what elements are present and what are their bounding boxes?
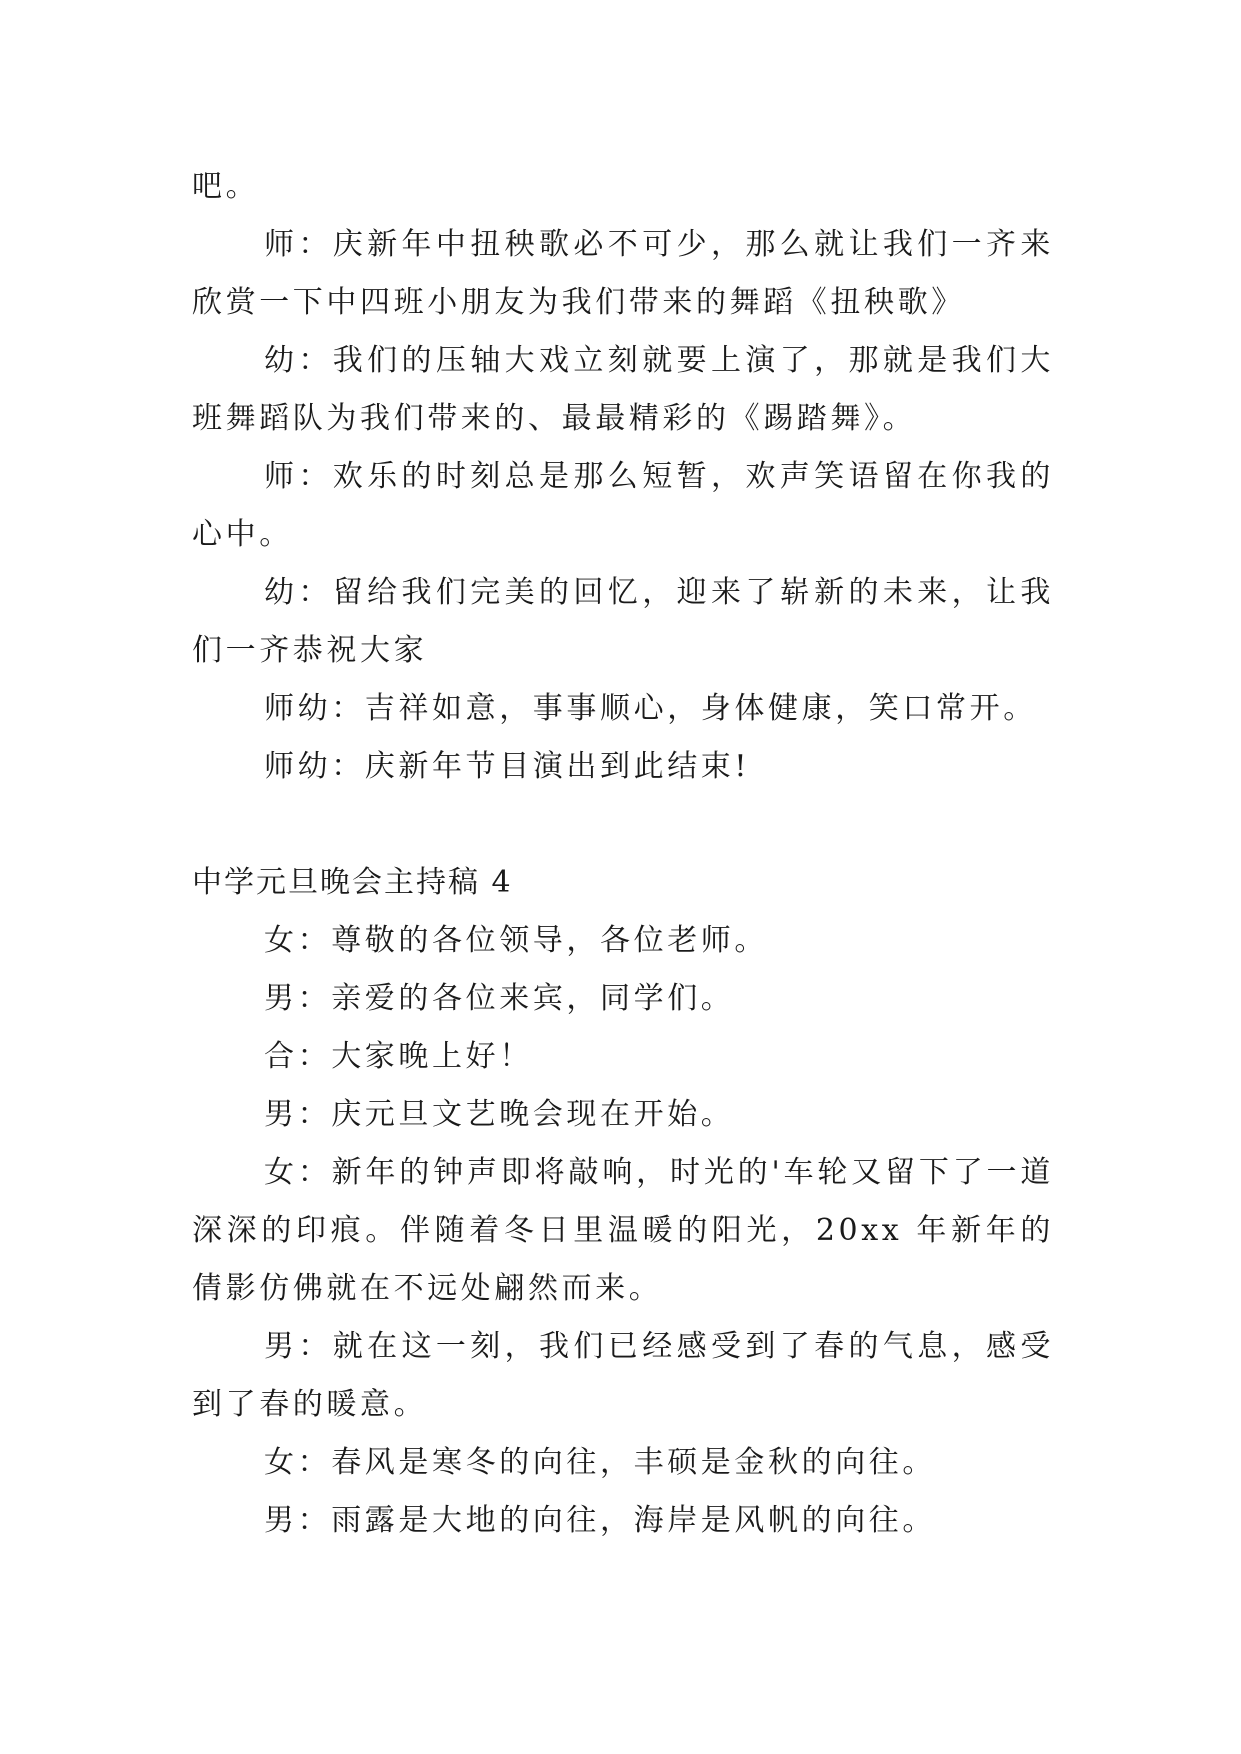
paragraph: 师幼：吉祥如意，事事顺心，身体健康，笑口常开。 (264, 691, 1037, 726)
paragraph: 合：大家晚上好！ (264, 1039, 533, 1074)
paragraph: 男：就在这一刻，我们已经感受到了春的气息，感受到了春的暖意。 (192, 1329, 1054, 1422)
document-body (192, 158, 1054, 1550)
paragraph: 男：庆元旦文艺晚会现在开始。 (264, 1097, 735, 1132)
paragraph: 幼：留给我们完美的回忆，迎来了崭新的未来，让我们一齐恭祝大家 (192, 575, 1054, 668)
paragraph: 女：尊敬的各位领导，各位老师。 (264, 923, 768, 958)
paragraph: 师：欢乐的时刻总是那么短暂，欢声笑语留在你我的心中。 (192, 459, 1054, 552)
section-heading: 中学元旦晚会主持稿 4 (192, 865, 513, 900)
paragraph: 女：春风是寒冬的向往，丰硕是金秋的向往。 (264, 1445, 936, 1480)
paragraph: 男：亲爱的各位来宾，同学们。 (264, 981, 735, 1016)
section-gap (192, 796, 1054, 854)
continuation-line: 吧。 (192, 169, 260, 204)
paragraph: 师：庆新年中扭秧歌必不可少，那么就让我们一齐来欣赏一下中四班小朋友为我们带来的舞蹈《扭秧歌》 (192, 227, 1054, 320)
paragraph: 男：雨露是大地的向往，海岸是风帆的向往。 (264, 1503, 936, 1538)
paragraph: 幼：我们的压轴大戏立刻就要上演了，那就是我们大班舞蹈队为我们带来的、最最精彩的《踢踏舞》。 (192, 343, 1054, 436)
paragraph: 女：新年的钟声即将敲响，时光的'车轮又留下了一道深深的印痕。伴随着冬日里温暖的阳光，20xx 年新年的倩影仿佛就在不远处翩然而来。 (192, 1155, 1054, 1306)
paragraph: 师幼：庆新年节目演出到此结束! (264, 749, 751, 784)
